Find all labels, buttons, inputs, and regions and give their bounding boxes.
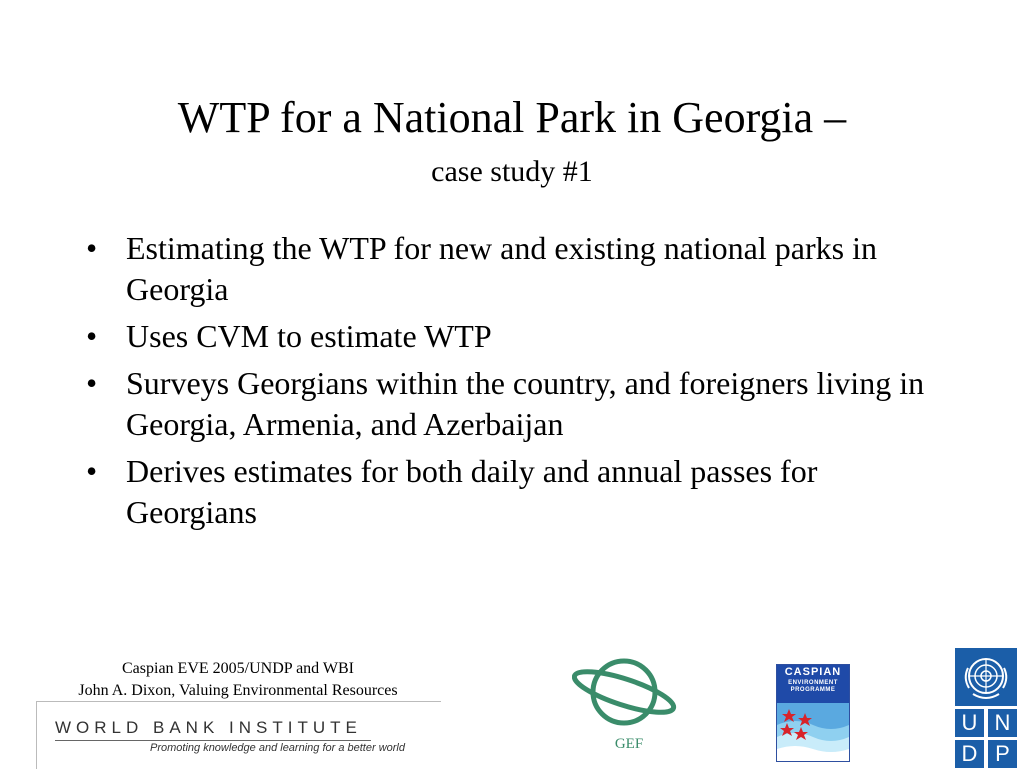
undp-letter-n: N (988, 709, 1017, 737)
bullet-dot: • (86, 230, 98, 266)
credit-line-1: Caspian EVE 2005/UNDP and WBI (122, 660, 354, 677)
cep-line-1: CASPIAN (784, 666, 842, 678)
gef-label: GEF (614, 736, 644, 752)
bullet-dot: • (86, 453, 98, 489)
wbi-divider (55, 740, 371, 741)
wbi-name: WORLD BANK INSTITUTE (55, 718, 362, 737)
slide-subtitle: case study #1 (431, 155, 593, 188)
footer-credit (36, 658, 440, 702)
slide-title: WTP for a National Park in Georgia – (177, 93, 847, 142)
undp-emblem-block (955, 648, 1017, 706)
bullet-item (86, 363, 946, 445)
world-bank-institute-logo (36, 701, 441, 769)
cep-line-3: PROGRAMME (790, 687, 836, 693)
undp-logo (955, 648, 1017, 768)
cep-header (777, 665, 849, 703)
bullet-text: Derives estimates for both daily and annual passes for Georgians (126, 453, 818, 530)
bullet-text: Surveys Georgians within the country, and foreigners living in Georgia, Armenia, and Azerbaijan (126, 365, 925, 442)
bullet-text: Estimating the WTP for new and existing national parks in Georgia (126, 230, 877, 307)
bullet-dot: • (86, 365, 98, 401)
caspian-environment-programme-logo (776, 664, 850, 762)
bullet-list (86, 228, 946, 539)
undp-letter-p: P (988, 740, 1017, 768)
cep-line-2: ENVIRONMENT (788, 680, 838, 686)
globe-ring-icon (572, 652, 686, 736)
cep-waves-icon (777, 703, 849, 761)
gef-logo (572, 652, 686, 762)
bullet-item (86, 228, 946, 310)
undp-letter-u: U (955, 709, 984, 737)
undp-letter-d: D (955, 740, 984, 768)
bullet-item (86, 451, 946, 533)
bullet-text: Uses CVM to estimate WTP (126, 318, 492, 354)
wbi-tagline: Promoting knowledge and learning for a better world (150, 742, 405, 754)
un-emblem-icon (955, 648, 1017, 706)
credit-line-2: John A. Dixon, Valuing Environmental Resources (78, 682, 398, 699)
cep-line-2-3 (777, 680, 849, 694)
bullet-item (86, 316, 946, 357)
bullet-dot: • (86, 318, 98, 354)
